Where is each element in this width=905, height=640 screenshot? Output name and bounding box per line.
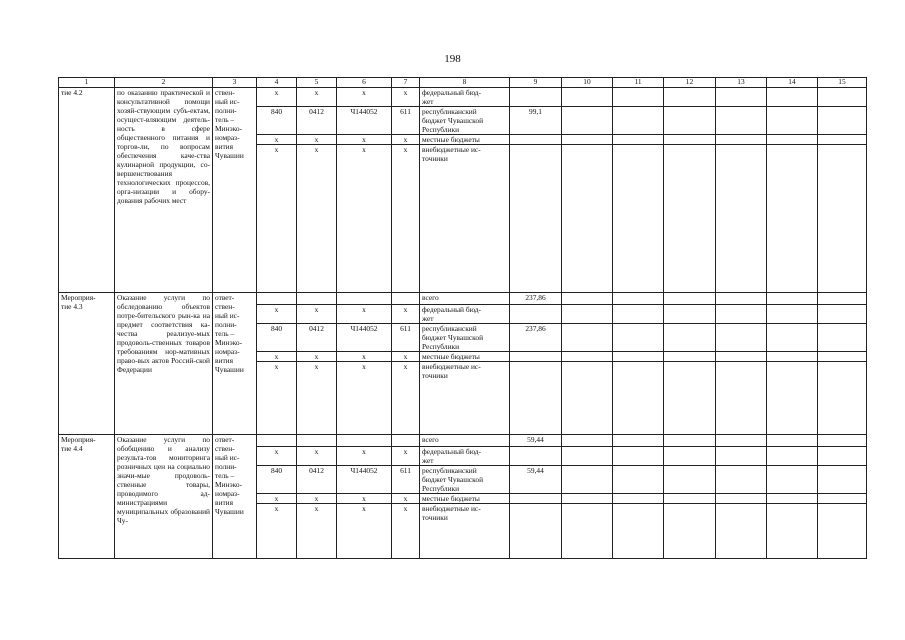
col-12: 12	[664, 78, 716, 88]
table-row	[59, 435, 867, 447]
section-code-cell: x	[297, 504, 337, 559]
year-11-cell	[613, 324, 664, 352]
target-article-cell	[337, 293, 392, 305]
col-2: 2	[115, 78, 213, 88]
year-13-cell	[716, 324, 767, 352]
funding-source-cell: всего	[420, 435, 510, 447]
table-row	[59, 88, 867, 107]
year-15-cell	[818, 435, 867, 447]
measure-name-cell: тие 4.2	[59, 88, 115, 293]
ministry-code-cell	[257, 293, 297, 305]
year-15-cell	[818, 362, 867, 435]
ministry-code-cell: 840	[257, 107, 297, 135]
year-12-cell	[664, 466, 716, 494]
col-11: 11	[613, 78, 664, 88]
measure-description-cell: по оказанию практической и консультативной помощи хозяй-ствующим субъ-ектам, осущест-вляющим деятель-ность в сфере общественного питания и торгов-ли, по вопросам обеспечения каче-ства кулинарной продукции, со-вершенствования технологических процессов, орга-низации и обору-дования рабочих мест	[115, 88, 213, 293]
year-14-cell	[767, 305, 818, 324]
funding-source-cell: федеральный бюд- жет	[420, 88, 510, 107]
year-13-cell	[716, 145, 767, 293]
year-15-cell	[818, 88, 867, 107]
ministry-code-cell	[257, 435, 297, 447]
year-15-cell	[818, 293, 867, 305]
year-15-cell	[818, 494, 867, 504]
year-10-cell	[562, 107, 613, 135]
col-3: 3	[213, 78, 257, 88]
target-article-cell: Ч144052	[337, 466, 392, 494]
funding-source-cell: федеральный бюд- жет	[420, 305, 510, 324]
amount-cell: 99,1	[510, 107, 562, 135]
col-15: 15	[818, 78, 867, 88]
year-15-cell	[818, 305, 867, 324]
year-10-cell	[562, 293, 613, 305]
year-13-cell	[716, 305, 767, 324]
year-10-cell	[562, 324, 613, 352]
col-4: 4	[257, 78, 297, 88]
section-code-cell	[297, 293, 337, 305]
year-12-cell	[664, 504, 716, 559]
year-12-cell	[664, 494, 716, 504]
executor-cell: ствен- ный ис- полни- тель – Минэко- номраз- вития Чувашии	[213, 88, 257, 293]
col-5: 5	[297, 78, 337, 88]
expense-type-cell: x	[392, 362, 420, 435]
col-1: 1	[59, 78, 115, 88]
year-10-cell	[562, 494, 613, 504]
amount-cell: 237,86	[510, 324, 562, 352]
year-11-cell	[613, 135, 664, 145]
year-11-cell	[613, 305, 664, 324]
year-12-cell	[664, 88, 716, 107]
funding-source-cell: республиканский бюджет Чувашской Республики	[420, 466, 510, 494]
year-10-cell	[562, 145, 613, 293]
funding-source-cell: всего	[420, 293, 510, 305]
year-11-cell	[613, 447, 664, 466]
col-14: 14	[767, 78, 818, 88]
year-12-cell	[664, 107, 716, 135]
section-code-cell	[297, 435, 337, 447]
amount-cell	[510, 305, 562, 324]
year-13-cell	[716, 88, 767, 107]
year-11-cell	[613, 362, 664, 435]
year-11-cell	[613, 293, 664, 305]
expense-type-cell: x	[392, 504, 420, 559]
year-10-cell	[562, 88, 613, 107]
year-13-cell	[716, 293, 767, 305]
target-article-cell: x	[337, 352, 392, 362]
section-code-cell: x	[297, 494, 337, 504]
year-11-cell	[613, 494, 664, 504]
amount-cell	[510, 494, 562, 504]
expense-type-cell: x	[392, 447, 420, 466]
amount-cell: 59,44	[510, 435, 562, 447]
table-header	[59, 78, 867, 88]
amount-cell: 237,86	[510, 293, 562, 305]
col-13: 13	[716, 78, 767, 88]
target-article-cell	[337, 435, 392, 447]
year-15-cell	[818, 324, 867, 352]
year-13-cell	[716, 466, 767, 494]
year-11-cell	[613, 88, 664, 107]
expense-type-cell: 611	[392, 324, 420, 352]
expense-type-cell	[392, 435, 420, 447]
expense-type-cell: 611	[392, 466, 420, 494]
section-code-cell: 0412	[297, 466, 337, 494]
year-15-cell	[818, 504, 867, 559]
expense-type-cell: x	[392, 145, 420, 293]
year-14-cell	[767, 88, 818, 107]
target-article-cell: x	[337, 145, 392, 293]
funding-source-cell: местные бюджеты	[420, 494, 510, 504]
year-12-cell	[664, 324, 716, 352]
year-11-cell	[613, 107, 664, 135]
section-code-cell: x	[297, 305, 337, 324]
funding-source-cell: местные бюджеты	[420, 352, 510, 362]
funding-source-cell: внебюджетные ис- точники	[420, 145, 510, 293]
target-article-cell: x	[337, 504, 392, 559]
year-14-cell	[767, 135, 818, 145]
year-12-cell	[664, 135, 716, 145]
target-article-cell: x	[337, 305, 392, 324]
target-article-cell: x	[337, 447, 392, 466]
ministry-code-cell: x	[257, 88, 297, 107]
measure-description-cell: Оказание услуги по обобщению и анализу результа-тов мониторинга розничных цен на социально значи-мые продоволь-ственные товары, проводимого ад-министрациями муниципальных образований Чу-	[115, 435, 213, 559]
amount-cell	[510, 88, 562, 107]
ministry-code-cell: x	[257, 447, 297, 466]
ministry-code-cell: x	[257, 145, 297, 293]
funding-source-cell: местные бюджеты	[420, 135, 510, 145]
funding-source-cell: федеральный бюд- жет	[420, 447, 510, 466]
expense-type-cell: 611	[392, 107, 420, 135]
year-13-cell	[716, 494, 767, 504]
executor-cell: ответ- ствен- ный ис- полни- тель – Минэко- номраз- вития Чувашии	[213, 435, 257, 559]
col-9: 9	[510, 78, 562, 88]
expense-type-cell: x	[392, 494, 420, 504]
ministry-code-cell: x	[257, 362, 297, 435]
year-15-cell	[818, 107, 867, 135]
year-12-cell	[664, 293, 716, 305]
target-article-cell: x	[337, 362, 392, 435]
executor-cell: ответ- ствен- ный ис- полни- тель – Минэко- номраз- вития Чувашии	[213, 293, 257, 435]
amount-cell: 59,44	[510, 466, 562, 494]
year-15-cell	[818, 145, 867, 293]
year-13-cell	[716, 447, 767, 466]
year-14-cell	[767, 324, 818, 352]
table-row	[59, 293, 867, 305]
year-14-cell	[767, 293, 818, 305]
year-10-cell	[562, 352, 613, 362]
year-14-cell	[767, 107, 818, 135]
year-14-cell	[767, 447, 818, 466]
expense-type-cell: x	[392, 135, 420, 145]
ministry-code-cell: x	[257, 504, 297, 559]
col-6: 6	[337, 78, 392, 88]
amount-cell	[510, 447, 562, 466]
target-article-cell: x	[337, 494, 392, 504]
year-10-cell	[562, 362, 613, 435]
expense-type-cell: x	[392, 305, 420, 324]
year-14-cell	[767, 466, 818, 494]
year-10-cell	[562, 305, 613, 324]
amount-cell	[510, 352, 562, 362]
year-12-cell	[664, 145, 716, 293]
expense-type-cell: x	[392, 88, 420, 107]
ministry-code-cell: 840	[257, 324, 297, 352]
amount-cell	[510, 135, 562, 145]
amount-cell	[510, 362, 562, 435]
year-13-cell	[716, 362, 767, 435]
year-10-cell	[562, 466, 613, 494]
section-code-cell: x	[297, 362, 337, 435]
year-12-cell	[664, 362, 716, 435]
funding-source-cell: внебюджетные ис- точники	[420, 362, 510, 435]
measure-name-cell: Мероприя- тие 4.4	[59, 435, 115, 559]
year-12-cell	[664, 305, 716, 324]
year-11-cell	[613, 352, 664, 362]
section-code-cell: x	[297, 145, 337, 293]
year-14-cell	[767, 362, 818, 435]
year-15-cell	[818, 447, 867, 466]
year-14-cell	[767, 494, 818, 504]
section-code-cell: 0412	[297, 324, 337, 352]
measure-description-cell: Оказание услуги по обследованию объектов потре-бительского рын-ка на предмет соответствия ка-чества реализуе-мых продоволь-ственных товаров требованиям нор-мативных право-вых актов Россий-ской Федерации	[115, 293, 213, 435]
year-12-cell	[664, 447, 716, 466]
year-15-cell	[818, 352, 867, 362]
year-12-cell	[664, 352, 716, 362]
target-article-cell: Ч144052	[337, 324, 392, 352]
year-11-cell	[613, 145, 664, 293]
funding-source-cell: республиканский бюджет Чувашской Республики	[420, 107, 510, 135]
expense-type-cell: x	[392, 352, 420, 362]
col-8: 8	[420, 78, 510, 88]
year-13-cell	[716, 107, 767, 135]
year-14-cell	[767, 435, 818, 447]
year-14-cell	[767, 352, 818, 362]
year-13-cell	[716, 352, 767, 362]
program-table	[58, 77, 867, 559]
section-code-cell: x	[297, 135, 337, 145]
ministry-code-cell: x	[257, 135, 297, 145]
year-13-cell	[716, 435, 767, 447]
section-code-cell: x	[297, 447, 337, 466]
year-14-cell	[767, 145, 818, 293]
amount-cell	[510, 145, 562, 293]
year-10-cell	[562, 135, 613, 145]
page-number: 198	[444, 53, 461, 65]
expense-type-cell	[392, 293, 420, 305]
year-10-cell	[562, 435, 613, 447]
target-article-cell: x	[337, 135, 392, 145]
measure-name-cell: Мероприя- тие 4.3	[59, 293, 115, 435]
section-code-cell: 0412	[297, 107, 337, 135]
year-11-cell	[613, 435, 664, 447]
year-14-cell	[767, 504, 818, 559]
section-code-cell: x	[297, 352, 337, 362]
year-15-cell	[818, 135, 867, 145]
table-body	[59, 88, 867, 559]
ministry-code-cell: 840	[257, 466, 297, 494]
year-15-cell	[818, 466, 867, 494]
col-7: 7	[392, 78, 420, 88]
year-10-cell	[562, 447, 613, 466]
year-11-cell	[613, 466, 664, 494]
year-13-cell	[716, 504, 767, 559]
ministry-code-cell: x	[257, 305, 297, 324]
section-code-cell: x	[297, 88, 337, 107]
year-10-cell	[562, 504, 613, 559]
amount-cell	[510, 504, 562, 559]
year-12-cell	[664, 435, 716, 447]
year-13-cell	[716, 135, 767, 145]
year-11-cell	[613, 504, 664, 559]
target-article-cell: x	[337, 88, 392, 107]
col-10: 10	[562, 78, 613, 88]
funding-source-cell: республиканский бюджет Чувашской Республики	[420, 324, 510, 352]
target-article-cell: Ч144052	[337, 107, 392, 135]
funding-source-cell: внебюджетные ис- точники	[420, 504, 510, 559]
ministry-code-cell: x	[257, 352, 297, 362]
ministry-code-cell: x	[257, 494, 297, 504]
